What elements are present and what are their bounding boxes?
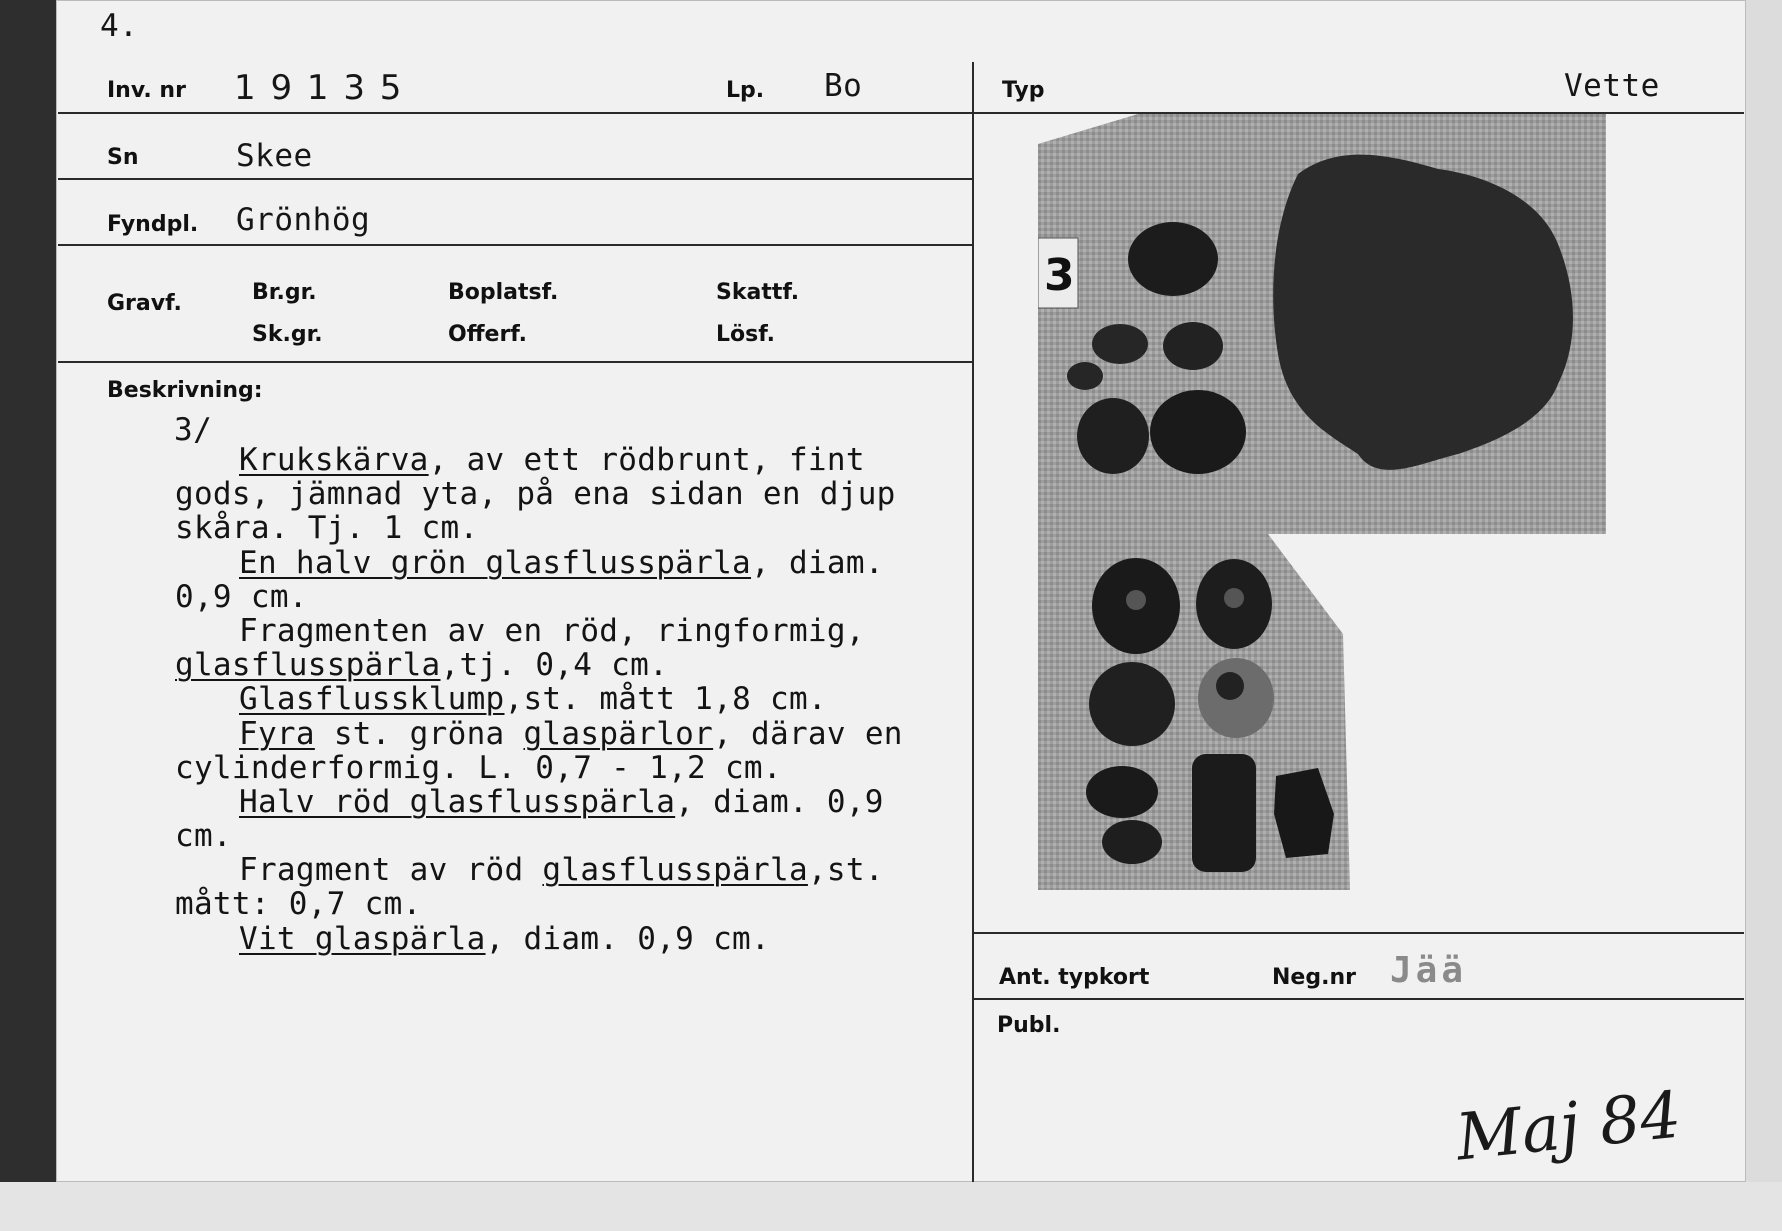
neg-nr-label: Neg.nr [1272, 965, 1356, 990]
photo-number-text: 3 [1044, 250, 1075, 301]
bead-hole [1224, 588, 1244, 608]
divider-line [974, 932, 1744, 934]
lp-label: Lp. [726, 78, 765, 103]
description-text-segment: , diam. 0,9 cm. [485, 920, 770, 957]
description-line [175, 717, 903, 751]
ant-typkort-label: Ant. typkort [999, 965, 1150, 990]
divider-line [974, 998, 1744, 1000]
inv-nr-value: 1 9 1 3 5 [234, 68, 404, 108]
description-line [175, 853, 903, 887]
description-line [175, 682, 903, 716]
underlined-term: glaspärlor [523, 715, 714, 752]
neg-nr-stamp: Jää [1390, 950, 1468, 991]
description-text-segment: skåra. Tj. 1 cm. [175, 510, 479, 547]
description-line [175, 922, 903, 956]
beskrivning-label: Beskrivning: [107, 378, 263, 403]
divider-line [58, 178, 972, 180]
description-text-segment: , diam. [751, 544, 884, 581]
divider-line [58, 361, 972, 363]
skgr-label: Sk.gr. [252, 322, 323, 347]
bead-fragment [1092, 324, 1148, 364]
sn-label: Sn [107, 145, 139, 170]
description-line [175, 477, 903, 511]
description-text-segment: Fragmenten av en röd, ringformig, [239, 612, 865, 649]
brgr-label: Br.gr. [252, 280, 317, 305]
bead-fragment [1163, 322, 1223, 370]
description-text-segment: cm. [175, 818, 232, 855]
description-text-segment: st. gröna [314, 715, 524, 752]
typ-label: Typ [1002, 78, 1045, 103]
gravf-label: Gravf. [107, 291, 182, 316]
scan-edge [1746, 0, 1782, 1182]
bead-fragment [1067, 362, 1103, 390]
typ-value: Vette [1564, 68, 1660, 104]
description-line [175, 887, 903, 921]
underlined-term: Vit glaspärla [239, 920, 486, 957]
bead-hole [1126, 590, 1146, 610]
divider-line [58, 244, 972, 246]
publ-label: Publ. [997, 1013, 1061, 1038]
underlined-term: Halv röd glasflusspärla [239, 783, 676, 820]
card-number: 4. [100, 8, 139, 44]
underlined-term: En halv grön glasflusspärla [239, 544, 752, 581]
underlined-term: Krukskärva [239, 442, 429, 478]
underlined-term: Glasflussklump [239, 681, 505, 718]
underlined-term: glasflusspärla [175, 647, 441, 684]
sn-value: Skee [236, 138, 313, 174]
description-line [175, 648, 903, 682]
bead-fragment [1150, 390, 1246, 474]
column-divider [972, 62, 974, 1182]
description-text-segment: ,tj. 0,4 cm. [440, 647, 669, 684]
offerf-label: Offerf. [448, 322, 528, 347]
description-line [175, 443, 903, 477]
description-text-segment: , diam. 0,9 [675, 783, 884, 820]
description-text-segment: ,st. mått 1,8 cm. [504, 681, 827, 718]
finds-photograph [1038, 114, 1610, 892]
description-text [175, 443, 903, 956]
skattf-label: Skattf. [716, 280, 800, 305]
bead [1086, 766, 1158, 818]
description-text-segment: ,st. [807, 852, 884, 889]
description-text-segment: cylinderformig. L. 0,7 - 1,2 cm. [175, 749, 782, 786]
handwritten-date: Maj 84 [1452, 1078, 1685, 1176]
description-text-segment: , av ett rödbrunt, fint [428, 442, 865, 478]
bead-fragment [1077, 398, 1149, 474]
description-text-segment: 0,9 cm. [175, 578, 308, 615]
description-text-segment: Fragment av röd [239, 852, 543, 889]
bead [1102, 820, 1162, 864]
description-line [175, 785, 903, 819]
description-line [175, 819, 903, 853]
bead [1089, 662, 1175, 746]
description-text-segment: , därav en [713, 715, 903, 752]
description-text-segment: mått: 0,7 cm. [175, 886, 422, 923]
cylinder-bead [1192, 754, 1256, 872]
losf-label: Lösf. [716, 322, 775, 347]
fyndpl-value: Grönhög [236, 202, 371, 238]
underlined-term: glasflusspärla [542, 852, 808, 889]
divider-line [58, 112, 972, 114]
description-line [175, 511, 903, 545]
fyndpl-label: Fyndpl. [107, 212, 199, 237]
description-line [175, 580, 903, 614]
bead-hole [1216, 672, 1244, 700]
description-text-segment: gods, jämnad yta, på ena sidan en djup [175, 476, 896, 513]
description-line [175, 546, 903, 580]
scan-bottom-margin [0, 1182, 1782, 1231]
lp-value: Bo [824, 68, 863, 104]
inv-nr-label: Inv. nr [107, 78, 186, 103]
item-number: 3/ [174, 412, 213, 448]
bead-fragment [1128, 222, 1218, 296]
description-line [175, 751, 903, 785]
description-line [175, 614, 903, 648]
underlined-term: Fyra [239, 715, 315, 752]
boplatsf-label: Boplatsf. [448, 280, 559, 305]
